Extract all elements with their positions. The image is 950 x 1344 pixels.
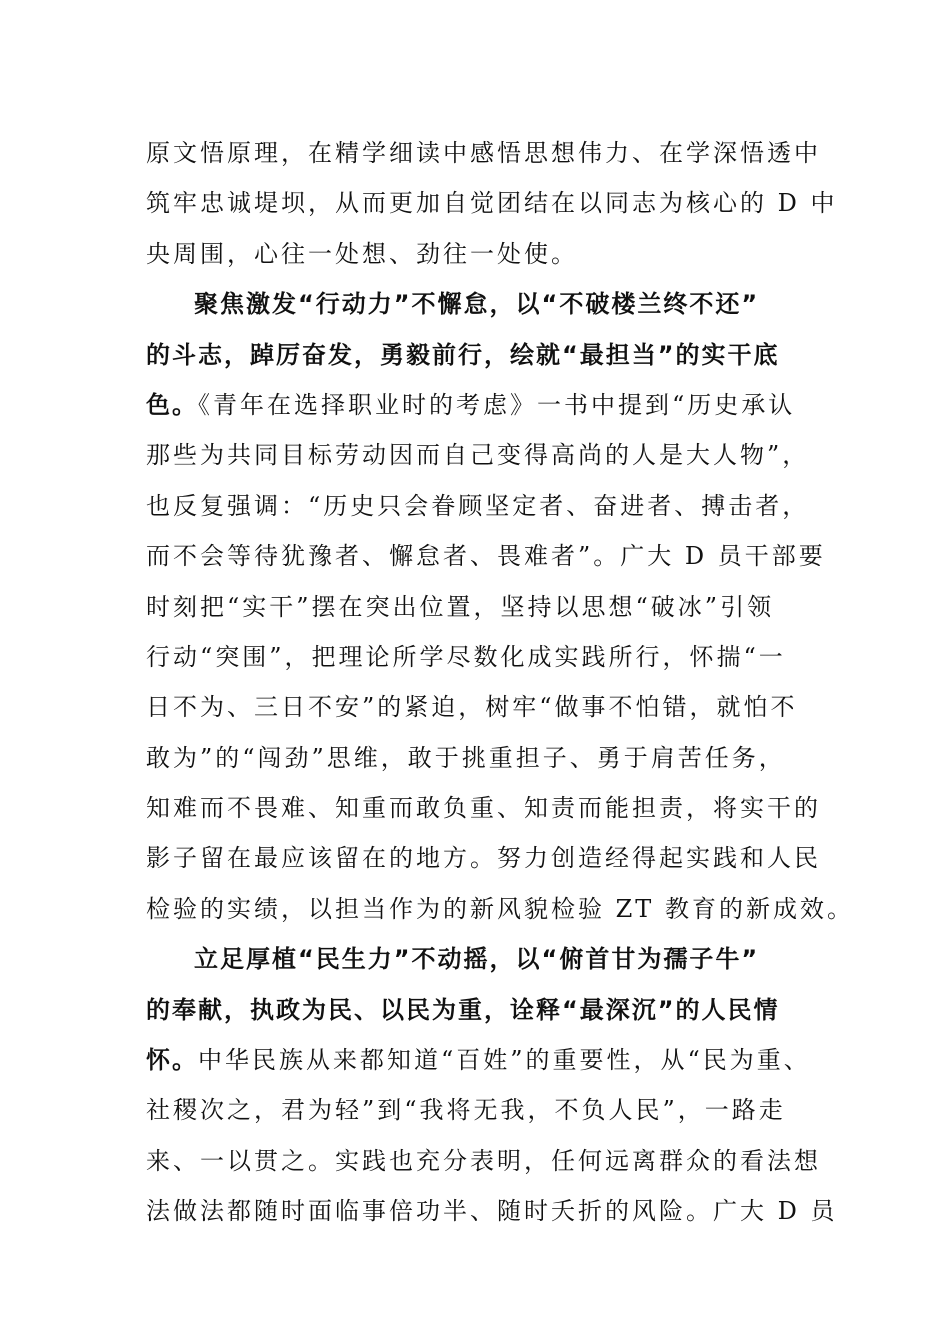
paragraph-2-line: 时刻把“实干”摆在突出位置，坚持以思想“破冰”引领 — [146, 592, 775, 621]
paragraph-1-line-1: 原文悟原理，在精学细读中感悟思想伟力、在学深悟透中 — [146, 139, 821, 167]
paragraph-2-line: 也反复强调：“历史只会眷顾坚定者、奋进者、搏击者， — [146, 491, 810, 520]
paragraph-2-line: 那些为共同目标劳动因而自己变得高尚的人是大人物”， — [146, 441, 810, 470]
paragraph-2-line: 影子留在最应该留在的地方。努力创造经得起实践和人民 — [146, 844, 821, 873]
paragraph-2-line-3-text: 《青年在选择职业时的考虑》一书中提到“历史承认 — [198, 390, 796, 419]
paragraph-3-line-3-text: 中华民族从来都知道“百姓”的重要性，从“民为重、 — [198, 1046, 811, 1075]
paragraph-1-line-3: 央周围，心往一处想、劲往一处使。 — [146, 239, 578, 268]
paragraph-2-line-3 — [146, 380, 826, 430]
paragraph-3-line: 社稷次之，君为轻”到“我将无我，不负人民”，一路走 — [146, 1096, 786, 1125]
paragraph-3-heading-end: 怀。 — [146, 1046, 198, 1075]
paragraph-2-heading-line-1: 聚焦激发“行动力”不懈怠，以“不破楼兰终不还” — [194, 290, 760, 319]
paragraph-3-line-3 — [146, 1035, 826, 1085]
paragraph-2-line: 日不为、三日不安”的紧迫，树牢“做事不怕错，就怕不 — [146, 693, 798, 722]
paragraph-2-heading-line-2: 的斗志，踔厉奋发，勇毅前行，绘就“最担当”的实干底 — [146, 340, 780, 369]
paragraph-2-line: 行动“突围”，把理论所学尽数化成实践所行，怀揣“一 — [146, 642, 786, 671]
document-body — [146, 128, 854, 1237]
paragraph-3-heading-line-1: 立足厚植“民生力”不动摇，以“俯首甘为孺子牛” — [194, 945, 760, 974]
paragraph-2-line: 知难而不畏难、知重而敢负重、知责而能担责，将实干的 — [146, 794, 821, 823]
paragraph-3-line: 来、一以贯之。实践也充分表明，任何远离群众的看法想 — [146, 1146, 821, 1175]
paragraph-2-line: 检验的实绩，以担当作为的新风貌检验 ZT 教育的新成效。 — [146, 894, 854, 923]
paragraph-3-heading-line-2: 的奉献，执政为民、以民为重，诠释“最深沉”的人民情 — [146, 995, 780, 1024]
paragraph-3-line: 法做法都随时面临事倍功半、随时夭折的风险。广大 D 员 — [146, 1197, 838, 1226]
paragraph-2-heading-end: 色。 — [146, 390, 198, 419]
paragraph-1-line-2: 筑牢忠诚堤坝，从而更加自觉团结在以同志为核心的 D 中 — [146, 189, 838, 218]
paragraph-2-line: 敢为”的“闯劲”思维，敢于挑重担子、勇于肩苦任务， — [146, 743, 786, 772]
paragraph-2-line: 而不会等待犹豫者、懈怠者、畏难者”。广大 D 员干部要 — [146, 542, 826, 571]
